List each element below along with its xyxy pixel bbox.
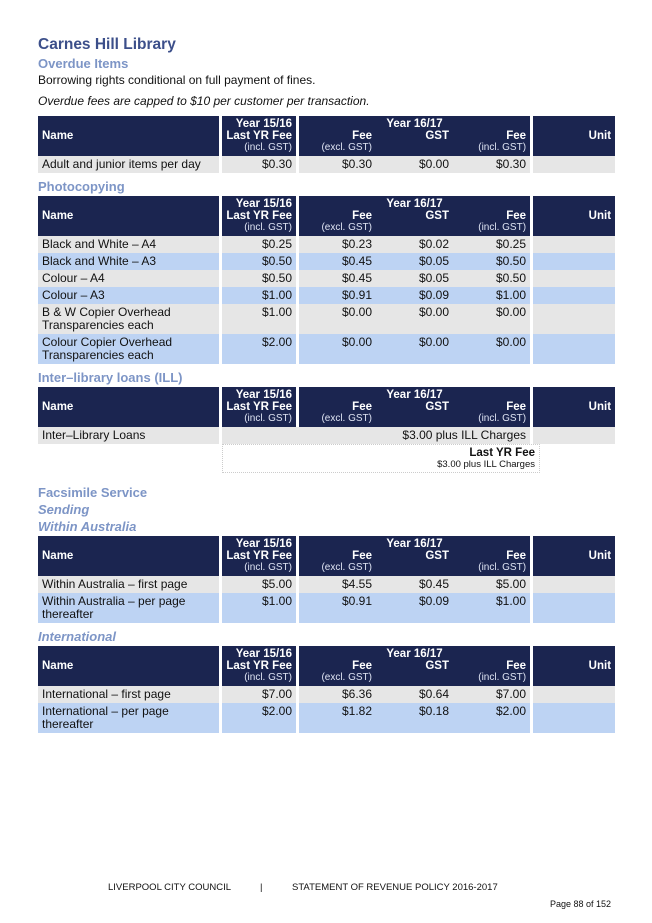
row-name: Black and White – A4: [38, 236, 222, 253]
within-australia-fee-table-container: [38, 536, 615, 623]
row-fee-excl-gst: $0.00: [299, 334, 376, 364]
header-last-yr-fee: Last YR Fee: [226, 660, 292, 672]
row-fee-incl-gst: $0.00: [453, 304, 530, 334]
header-gst-label: GST: [425, 210, 449, 222]
header-unit: Unit: [530, 116, 615, 156]
header-fee-incl: [453, 401, 530, 427]
table-row: [38, 270, 615, 287]
ill-note-label: Last YR Fee: [469, 447, 535, 459]
header-name: Name: [38, 536, 222, 576]
header-fee-excl: [299, 550, 376, 576]
row-unit: [530, 253, 615, 270]
row-name: Adult and junior items per day: [38, 156, 222, 173]
header-year15-label: Year 15/16: [235, 389, 292, 401]
header-fee-incl: [453, 550, 530, 576]
row-name: Black and White – A3: [38, 253, 222, 270]
row-name: Inter–Library Loans: [38, 427, 222, 444]
header-fee-label: Fee: [352, 401, 372, 413]
header-fee-incl: [453, 130, 530, 156]
header-gst-label: GST: [425, 660, 449, 672]
row-name: Colour – A4: [38, 270, 222, 287]
row-fee-excl-gst: $6.36: [299, 686, 376, 703]
international-fee-table-container: [38, 646, 615, 733]
row-gst: $0.64: [376, 686, 453, 703]
header-incl-gst: (incl. GST): [244, 672, 292, 683]
section-heading-ill: Inter–library loans (ILL): [38, 370, 183, 385]
row-last-yr-fee: $2.00: [222, 703, 299, 733]
row-unit: [530, 703, 615, 733]
header-incl-gst: (incl. GST): [244, 142, 292, 153]
ill-fee-table: [38, 387, 615, 444]
header-fee-incl: [453, 660, 530, 686]
header-incl-gst: (incl. GST): [478, 413, 527, 424]
header-unit: Unit: [530, 196, 615, 236]
header-fee-label: Fee: [506, 401, 527, 413]
section-heading-photocopying: Photocopying: [38, 179, 125, 194]
section-heading-overdue: Overdue Items: [38, 56, 129, 71]
row-unit: [530, 304, 615, 334]
row-fee-incl-gst: $0.30: [453, 156, 530, 173]
row-name: Colour – A3: [38, 287, 222, 304]
header-year15-label: Year 15/16: [235, 648, 292, 660]
header-year-15-16: [222, 387, 299, 427]
header-year-16-17: Year 16/17: [299, 387, 530, 401]
header-year-16-17: Year 16/17: [299, 646, 530, 660]
table-row: [38, 304, 615, 334]
header-excl-gst: (excl. GST): [321, 413, 372, 424]
row-gst: $0.05: [376, 270, 453, 287]
row-unit: [530, 236, 615, 253]
header-year15-label: Year 15/16: [235, 118, 292, 130]
row-last-yr-fee: $0.50: [222, 253, 299, 270]
row-last-yr-fee: $1.00: [222, 287, 299, 304]
row-unit: [530, 686, 615, 703]
row-fee-excl-gst: $0.45: [299, 270, 376, 287]
header-year-15-16: [222, 646, 299, 686]
row-unit: [530, 270, 615, 287]
header-unit: Unit: [530, 646, 615, 686]
header-excl-gst: (excl. GST): [321, 142, 372, 153]
header-incl-gst: (incl. GST): [478, 672, 527, 683]
header-fee-label: Fee: [352, 210, 372, 222]
ill-fee-table-container: [38, 387, 615, 444]
header-year-16-17: Year 16/17: [299, 196, 530, 210]
row-fee-incl-gst: $0.25: [453, 236, 530, 253]
row-ill-fee: $3.00 plus ILL Charges: [222, 427, 530, 444]
header-gst: [376, 550, 453, 576]
footer-document-title: STATEMENT OF REVENUE POLICY 2016-2017: [292, 882, 498, 893]
header-excl-gst: (excl. GST): [321, 222, 372, 233]
table-row: [38, 156, 615, 173]
row-gst: $0.00: [376, 304, 453, 334]
photocopying-fee-table-container: [38, 196, 615, 364]
header-name: Name: [38, 387, 222, 427]
row-fee-excl-gst: $0.00: [299, 304, 376, 334]
header-last-yr-fee: Last YR Fee: [226, 401, 292, 413]
row-gst: $0.05: [376, 253, 453, 270]
overdue-fee-table: [38, 116, 615, 173]
row-gst: $0.45: [376, 576, 453, 593]
row-name: International – per page thereafter: [38, 703, 222, 733]
row-fee-incl-gst: $2.00: [453, 703, 530, 733]
header-gst: [376, 401, 453, 427]
overdue-cap-note: Overdue fees are capped to $10 per customer per transaction.: [38, 94, 370, 108]
row-fee-incl-gst: $7.00: [453, 686, 530, 703]
row-fee-incl-gst: $1.00: [453, 593, 530, 623]
header-name: Name: [38, 196, 222, 236]
header-fee-excl: [299, 130, 376, 156]
row-fee-incl-gst: $0.50: [453, 270, 530, 287]
row-fee-incl-gst: $1.00: [453, 287, 530, 304]
header-fee-label: Fee: [506, 210, 527, 222]
table-row: [38, 593, 615, 623]
header-gst: [376, 130, 453, 156]
table-row: [38, 236, 615, 253]
table-row: [38, 576, 615, 593]
page-title: Carnes Hill Library: [38, 36, 176, 53]
header-name: Name: [38, 646, 222, 686]
table-row: [38, 287, 615, 304]
header-fee-label: Fee: [352, 660, 372, 672]
header-last-yr-fee: Last YR Fee: [226, 550, 292, 562]
header-incl-gst: (incl. GST): [244, 413, 292, 424]
header-fee-label: Fee: [352, 550, 372, 562]
international-fee-table: [38, 646, 615, 733]
row-fee-excl-gst: $0.23: [299, 236, 376, 253]
row-last-yr-fee: $1.00: [222, 593, 299, 623]
row-fee-excl-gst: $0.45: [299, 253, 376, 270]
row-last-yr-fee: $0.25: [222, 236, 299, 253]
header-incl-gst: (incl. GST): [478, 562, 527, 573]
row-last-yr-fee: $0.30: [222, 156, 299, 173]
row-last-yr-fee: $5.00: [222, 576, 299, 593]
row-fee-excl-gst: $0.30: [299, 156, 376, 173]
header-incl-gst: (incl. GST): [478, 222, 527, 233]
header-excl-gst: (excl. GST): [321, 562, 372, 573]
header-last-yr-fee: Last YR Fee: [226, 130, 292, 142]
overdue-note: Borrowing rights conditional on full payment of fines.: [38, 73, 316, 87]
row-last-yr-fee: $0.50: [222, 270, 299, 287]
header-fee-excl: [299, 210, 376, 236]
row-unit: [530, 156, 615, 173]
row-last-yr-fee: $1.00: [222, 304, 299, 334]
header-incl-gst: (incl. GST): [244, 562, 292, 573]
header-fee-excl: [299, 401, 376, 427]
footer-organisation: LIVERPOOL CITY COUNCIL: [108, 882, 232, 893]
header-year-15-16: [222, 116, 299, 156]
overdue-fee-table-container: [38, 116, 615, 173]
ill-note-value: $3.00 plus ILL Charges: [437, 459, 535, 470]
header-excl-gst: (excl. GST): [321, 672, 372, 683]
header-year-16-17: Year 16/17: [299, 536, 530, 550]
header-gst-label: GST: [425, 130, 449, 142]
row-gst: $0.18: [376, 703, 453, 733]
row-name: Within Australia – first page: [38, 576, 222, 593]
row-gst: $0.00: [376, 156, 453, 173]
header-year15-label: Year 15/16: [235, 198, 292, 210]
row-fee-excl-gst: $0.91: [299, 593, 376, 623]
subsection-heading-international: International: [38, 629, 117, 644]
footer-page-number: Page 88 of 152: [550, 899, 612, 909]
header-year15-label: Year 15/16: [235, 538, 292, 550]
row-fee-excl-gst: $1.82: [299, 703, 376, 733]
row-name: Within Australia – per page thereafter: [38, 593, 222, 623]
header-fee-excl: [299, 660, 376, 686]
header-fee-label: Fee: [506, 130, 527, 142]
header-fee-incl: [453, 210, 530, 236]
document-page: [38, 36, 615, 739]
section-heading-facsimile: Facsimile Service: [38, 485, 148, 500]
row-name: International – first page: [38, 686, 222, 703]
table-row: [38, 703, 615, 733]
table-row: [38, 253, 615, 270]
row-name: B & W Copier Overhead Transparencies each: [38, 304, 222, 334]
header-fee-label: Fee: [506, 550, 527, 562]
row-fee-incl-gst: $5.00: [453, 576, 530, 593]
header-incl-gst: (incl. GST): [478, 142, 527, 153]
header-last-yr-fee: Last YR Fee: [226, 210, 292, 222]
header-fee-label: Fee: [506, 660, 527, 672]
row-unit: [530, 576, 615, 593]
row-fee-excl-gst: $4.55: [299, 576, 376, 593]
row-gst: $0.00: [376, 334, 453, 364]
header-gst: [376, 210, 453, 236]
row-last-yr-fee: $2.00: [222, 334, 299, 364]
header-year-15-16: [222, 536, 299, 576]
subsection-heading-within-australia: Within Australia: [38, 519, 137, 534]
header-incl-gst: (incl. GST): [244, 222, 292, 233]
header-unit: Unit: [530, 387, 615, 427]
row-gst: $0.09: [376, 593, 453, 623]
within-australia-fee-table: [38, 536, 615, 623]
header-fee-label: Fee: [352, 130, 372, 142]
row-fee-incl-gst: $0.50: [453, 253, 530, 270]
row-unit: [530, 334, 615, 364]
footer-separator: |: [260, 882, 263, 893]
row-name: Colour Copier Overhead Transparencies each: [38, 334, 222, 364]
table-row: [38, 427, 615, 444]
row-gst: $0.02: [376, 236, 453, 253]
row-fee-incl-gst: $0.00: [453, 334, 530, 364]
table-row: [38, 334, 615, 364]
header-gst-label: GST: [425, 550, 449, 562]
header-year-15-16: [222, 196, 299, 236]
row-unit: [530, 593, 615, 623]
photocopying-fee-table: [38, 196, 615, 364]
row-gst: $0.09: [376, 287, 453, 304]
row-fee-excl-gst: $0.91: [299, 287, 376, 304]
table-row: [38, 686, 615, 703]
header-unit: Unit: [530, 536, 615, 576]
ill-last-year-note: [222, 444, 540, 473]
header-name: Name: [38, 116, 222, 156]
subsection-heading-sending: Sending: [38, 502, 90, 517]
header-gst-label: GST: [425, 401, 449, 413]
row-unit: [530, 427, 615, 444]
row-last-yr-fee: $7.00: [222, 686, 299, 703]
header-gst: [376, 660, 453, 686]
header-year-16-17: Year 16/17: [299, 116, 530, 130]
row-unit: [530, 287, 615, 304]
